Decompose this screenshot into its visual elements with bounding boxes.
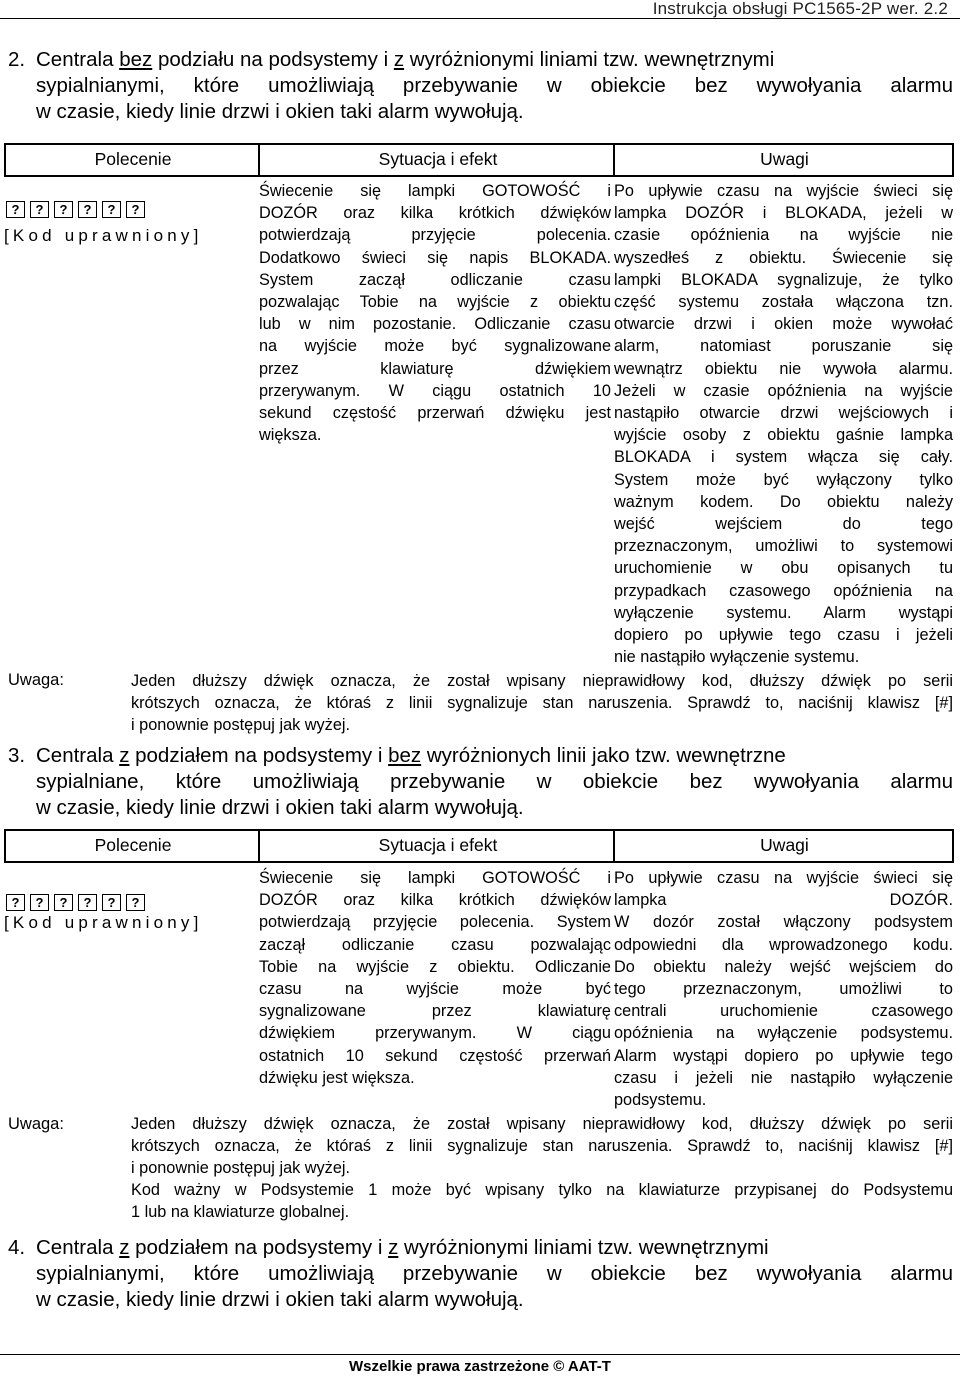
text-line: czasu na wyjście może być: [259, 980, 611, 999]
section-2-heading: 2. Centrala bez podziału na podsystemy i z wyróżnionymi liniami tzw. wewnętrznymi sypialnianymi, które umożliwiają przebywanie w obiekcie bez wywołyania alarmu w czasie, kiedy linie drzwi i okien taki alarm wywołują.: [8, 48, 953, 123]
text-line: przypadkach czasowego opóźnienia na: [614, 581, 953, 600]
text-line: tego przeznaczonym, umożliwi to: [614, 980, 953, 999]
uwaga-line: Jeden dłuższy dźwięk oznacza, że został wpisany nieprawidłowy kod, dłuższy dźwięk po serii: [131, 672, 953, 690]
text-line: większa.: [259, 426, 322, 445]
text-line: wewnątrz obiektu nie wywoła alarmu.: [614, 359, 953, 378]
text-line: część systemu została włączona tzn.: [614, 293, 953, 312]
uwaga-text-1: [131, 670, 953, 736]
text-line: sekund częstość przerwań dźwięku jest: [259, 404, 611, 423]
key-sequence-1: [6, 201, 145, 218]
key-icon: ?: [30, 201, 49, 218]
text-line: ważnym kodem. Do obiektu należy: [614, 492, 953, 511]
section-3-heading: 3. Centrala z podziałem na podsystemy i bez wyróżnionych linii jako tzw. wewnętrzne sypialniane, które umożliwiają przebywanie w obiekcie bez wywołyania alarmu w czasie, kiedy linie drzwi i okien taki alarm wywołują.: [8, 744, 953, 819]
text-line: BLOKADA i system włącza się cały.: [614, 448, 953, 467]
uwaga-line: Jeden dłuższy dźwięk oznacza, że został wpisany nieprawidłowy kod, dłuższy dźwięk po serii: [131, 1115, 953, 1133]
text-line: pozwalając Tobie na wyjście z obiektu: [259, 293, 611, 312]
text-line: Świecenie się lampki GOTOWOŚĆ i: [259, 869, 611, 887]
footer-copyright: Wszelkie prawa zastrzeżone © AAT-T: [349, 1358, 611, 1375]
key-icon: ?: [54, 894, 73, 911]
text-line: DOZÓR oraz kilka krótkich dźwięków: [259, 891, 611, 910]
table-2-header: [4, 829, 954, 863]
text-line: potwierdzają przyjęcie polecenia. System: [259, 913, 611, 932]
text-line: alarm, natomiast poruszanie się: [614, 337, 953, 356]
page-header: [0, 0, 960, 19]
key-sequence-2: [6, 894, 145, 911]
text-line: W dozór został włączony podsystem: [614, 913, 953, 932]
text-line: Po upływie czasu na wyjście świeci się: [614, 869, 953, 887]
text-line: Tobie na wyjście z obiektu. Odliczanie: [259, 957, 611, 976]
uwaga-line: 1 lub na klawiaturze globalnej.: [131, 1203, 350, 1221]
text-line: System może być wyłączony tylko: [614, 470, 953, 489]
column-header-sytuacja: Sytuacja i efekt: [378, 149, 498, 169]
text-line: centrali uruchomienie czasowego: [614, 1002, 953, 1021]
uwaga-label-2: Uwaga:: [8, 1115, 64, 1133]
text-line: przerywanym. W ciągu ostatnich 10: [259, 381, 611, 400]
text-line: przez klawiaturę dźwiękiem: [259, 359, 611, 378]
footer-divider: [0, 1354, 960, 1355]
key-icon: ?: [102, 201, 121, 218]
text-line: dźwiękiem przerywanym. W ciągu: [259, 1024, 611, 1043]
text-line: podsystemu.: [614, 1091, 707, 1110]
text-line: dopiero po upływie tego czasu i jeżeli: [614, 626, 953, 645]
table-2-uwagi: [614, 867, 953, 1111]
table-1-uwagi: [614, 180, 953, 668]
table-1-sytuacja: [259, 180, 611, 446]
text-line: otwarcie drzwi i okien może wywołać: [614, 315, 953, 334]
text-line: czasie opóźnienia na wyjście nie: [614, 226, 953, 245]
text-line: sygnalizowane przez klawiaturę: [259, 1002, 611, 1021]
uwaga-line: krótszych oznacza, że któraś z linii sygnalizuje stan naruszenia. Sprawdź to, naciśnij klawisz [#]: [131, 694, 953, 712]
uwaga-line: Kod ważny w Podsystemie 1 może być wpisany tylko na klawiaturze przypisanej do Podsystemu: [131, 1181, 953, 1199]
text-line: wyszedłeś z obiektu. Świecenie się: [614, 248, 953, 267]
key-icon: ?: [78, 894, 97, 911]
text-line: potwierdzają przyjęcie polecenia.: [259, 226, 611, 245]
text-line: lampka DOZÓR.: [614, 891, 953, 910]
text-line: Do obiektu należy wejść wejściem do: [614, 957, 953, 976]
text-line: czasu i jeżeli nie nastąpiło wyłączenie: [614, 1068, 953, 1087]
text-line: System zaczął odliczanie czasu: [259, 270, 611, 289]
text-line: przeznaczonym, umożliwi to systemowi: [614, 537, 953, 556]
key-icon: ?: [30, 894, 49, 911]
column-header-sytuacja: Sytuacja i efekt: [378, 835, 498, 855]
text-line: ostatnich 10 sekund częstość przerwań: [259, 1046, 611, 1065]
text-line: odpowiedni dla wprowadzonego kodu.: [614, 935, 953, 954]
uwaga-line: i ponownie postępuj jak wyżej.: [131, 716, 351, 734]
text-line: Po upływie czasu na wyjście świeci się: [614, 182, 953, 200]
text-line: nie nastąpiło wyłączenie systemu.: [614, 648, 860, 667]
kod-uprawniony-label: [Kod uprawniony]: [4, 913, 203, 932]
uwaga-label-1: Uwaga:: [8, 671, 64, 689]
uwaga-text-2: [131, 1113, 953, 1223]
text-line: Dodatkowo świeci się napis BLOKADA.: [259, 248, 611, 267]
key-icon: ?: [126, 201, 145, 218]
text-line: Świecenie się lampki GOTOWOŚĆ i: [259, 182, 611, 200]
text-line: lampka DOZÓR i BLOKADA, jeżeli w: [614, 204, 953, 223]
text-line: dźwięku jest większa.: [259, 1068, 415, 1087]
kod-uprawniony-label: [Kod uprawniony]: [4, 226, 203, 245]
column-header-uwagi: Uwagi: [760, 149, 809, 169]
key-icon: ?: [78, 201, 97, 218]
uwaga-line: krótszych oznacza, że któraś z linii sygnalizuje stan naruszenia. Sprawdź to, naciśnij klawisz [#]: [131, 1137, 953, 1155]
text-line: Jeżeli w czasie opóźnienia na wyjście: [614, 381, 953, 400]
column-header-polecenie: Polecenie: [94, 835, 172, 855]
key-icon: ?: [54, 201, 73, 218]
document-title: Instrukcja obsługi PC1565-2P wer. 2.2: [652, 0, 948, 18]
uwaga-line: i ponownie postępuj jak wyżej.: [131, 1159, 351, 1177]
key-icon: ?: [6, 201, 25, 218]
key-icon: ?: [102, 894, 121, 911]
table-2-sytuacja: [259, 867, 611, 1089]
text-line: opóźnienia na wyłączenie podsystemu.: [614, 1024, 953, 1043]
text-line: wyjście osoby z obiektu gaśnie lampka: [614, 426, 953, 445]
key-icon: ?: [6, 894, 25, 911]
text-line: zaczął odliczanie czasu pozwalając: [259, 935, 611, 954]
column-header-uwagi: Uwagi: [760, 835, 809, 855]
text-line: lampki BLOKADA sygnalizuje, że tylko: [614, 270, 953, 289]
section-4-heading: 4. Centrala z podziałem na podsystemy i z wyróżnionymi liniami tzw. wewnętrznymi sypialnianymi, które umożliwiają przebywanie w obiekcie bez wywołyania alarmu w czasie, kiedy linie drzwi i okien taki alarm wywołują.: [8, 1236, 953, 1311]
key-icon: ?: [126, 894, 145, 911]
text-line: DOZÓR oraz kilka krótkich dźwięków: [259, 204, 611, 223]
table-1-header: [4, 143, 954, 177]
text-line: wyłączenie systemu. Alarm wystąpi: [614, 603, 953, 622]
text-line: nastąpiło otwarcie drzwi wejściowych i: [614, 404, 953, 423]
text-line: Alarm wystąpi dopiero po upływie tego: [614, 1046, 953, 1065]
text-line: wejść wejściem do tego: [614, 515, 953, 534]
text-line: na wyjście może być sygnalizowane: [259, 337, 611, 356]
text-line: lub w nim pozostanie. Odliczanie czasu: [259, 315, 611, 334]
column-header-polecenie: Polecenie: [94, 149, 172, 169]
text-line: uruchomienie w obu opisanych tu: [614, 559, 953, 578]
